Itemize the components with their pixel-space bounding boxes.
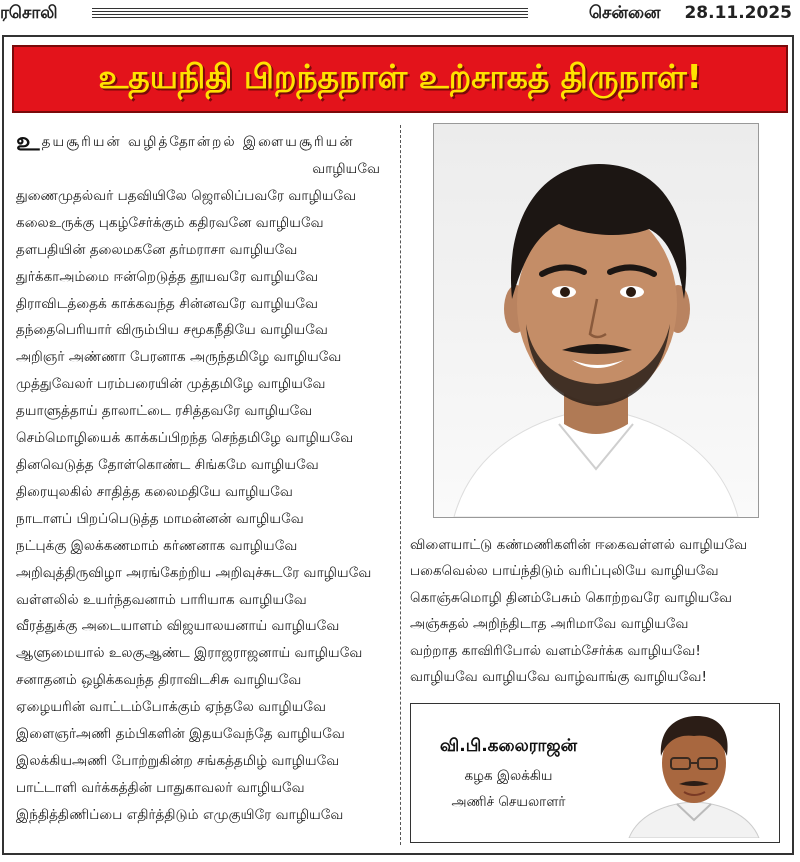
- poem-line: வீரத்துக்கு அடையாளம் விஜயாலயனாய் வாழியவே: [16, 618, 340, 635]
- poem-left-column: [16, 128, 396, 829]
- author-role-line2: அணிச் செயலாளர்: [451, 794, 566, 810]
- poem-line: தந்தைபெரியார் விரும்பிய சமூகநீதியே வாழியவே: [16, 322, 328, 339]
- poem-line: சனாதனம் ஒழிக்கவந்த திராவிடசிசு வாழியவே: [16, 672, 302, 689]
- poem-line: ஏழையரின் வாட்டம்போக்கும் ஏந்தலே வாழியவே: [16, 699, 327, 716]
- poem-line: வற்றாத காவிரிபோல் வளம்சேர்க்க வாழியவே!: [410, 642, 701, 659]
- city: சென்னை: [588, 3, 661, 23]
- author-name: வி.பி.கலைராஜன்: [439, 736, 578, 756]
- poem-line: பாட்டாளி வர்க்கத்தின் பாதுகாவலர் வாழியவே: [16, 779, 305, 796]
- date: 28.11.2025: [684, 3, 792, 23]
- poem-first-line-tail: வாழியவே: [312, 161, 380, 177]
- poem-line: அறிஞர் அண்ணா பேரனாக அருந்தமிழே வாழியவே: [16, 349, 342, 366]
- poem-line: அறிவுத்திருவிழா அரங்கேற்றிய அறிவுச்சுடரே வாழியவே: [16, 564, 372, 581]
- headline: உதயநிதி பிறந்தநாள் உற்சாகத் திருநாள்!: [98, 57, 702, 96]
- masthead-rule: [92, 8, 528, 20]
- byline-box: [410, 703, 780, 843]
- author-photo: [609, 708, 775, 838]
- poem-line: துர்க்காஅம்மை ஈன்றெடுத்த தூயவரே வாழியவே: [16, 268, 319, 285]
- byline-text: [411, 704, 606, 842]
- poem-line: தினவெடுத்த தோள்கொண்ட சிங்கமே வாழியவே: [16, 456, 319, 473]
- poem-line: முத்துவேலர் பரம்பரையின் முத்தமிழே வாழியவே: [16, 376, 326, 393]
- headline-banner: [12, 45, 788, 113]
- poem-line: தளபதியின் தலைமகனே தர்மராசா வாழியவே: [16, 241, 298, 258]
- poem-line: இளைஞர்அணி தம்பிகளின் இதயவேந்தே வாழியவே: [16, 726, 345, 743]
- poem-first-line: [16, 128, 396, 156]
- poem-right-column: [410, 532, 795, 690]
- poem-line: ஆளுமையால் உலகுஆண்ட இராஜராஜனாய் வாழியவே: [16, 645, 363, 662]
- poem-line: நாடாளப் பிறப்பெடுத்த மாமன்னன் வாழியவே: [16, 510, 304, 527]
- poem-first-line-text: தயசூரியன் வழித்தோன்றல் இளையசூரியன்: [41, 134, 355, 150]
- poem-line: திராவிடத்தைக் காக்கவந்த சின்னவரே வாழியவே: [16, 295, 319, 312]
- poem-line: செம்மொழியைக் காக்கப்பிறந்த செந்தமிழே வாழியவே: [16, 430, 354, 447]
- poem-line: கொஞ்சுமொழி தினம்பேசும் கொற்றவரே வாழியவே: [410, 589, 733, 606]
- poem-line: அஞ்சுதல் அறிந்திடாத அரிமாவே வாழியவே: [410, 616, 689, 633]
- masthead-dateline: [589, 3, 792, 25]
- poem-line: வாழியவே வாழியவே வாழ்வாங்கு வாழியவே!: [410, 669, 707, 686]
- poem-line: நட்புக்கு இலக்கணமாம் கர்ணனாக வாழியவே: [16, 537, 298, 554]
- masthead: [0, 0, 800, 28]
- poem-line: வள்ளலில் உயர்ந்தவனாம் பாரியாக வாழியவே: [16, 591, 307, 608]
- portrait-photo: [433, 123, 759, 518]
- column-divider: [400, 125, 401, 845]
- poem-line: கலைஉருக்கு புகழ்சேர்க்கும் கதிரவனே வாழியவே: [16, 214, 324, 231]
- poem-line: இலக்கியஅணி போற்றுகின்ற சங்கத்தமிழ் வாழியவே: [16, 752, 340, 769]
- drop-cap: உ: [16, 127, 40, 157]
- poem-line: துணைமுதல்வர் பதவியிலே ஜொலிப்பவரே வாழியவே: [16, 187, 357, 204]
- paper-name: ரசொலி: [0, 3, 58, 23]
- poem-line: விளையாட்டு கண்மணிகளின் ஈகைவள்ளல் வாழியவே: [410, 537, 748, 553]
- poem-line: பகைவெல்ல பாய்ந்திடும் வரிப்புலியே வாழியவே: [410, 563, 719, 580]
- poem-line: தயாளுத்தாய் தாலாட்டை ரசித்தவரே வாழியவே: [16, 403, 313, 420]
- poem-line: திரையுலகில் சாதித்த கலைமதியே வாழியவே: [16, 483, 293, 500]
- poem-line: இந்தித்திணிப்பை எதிர்த்திடும் எமுகுயிரே வாழியவே: [16, 806, 344, 823]
- author-role-line1: கழக இலக்கிய: [464, 768, 553, 784]
